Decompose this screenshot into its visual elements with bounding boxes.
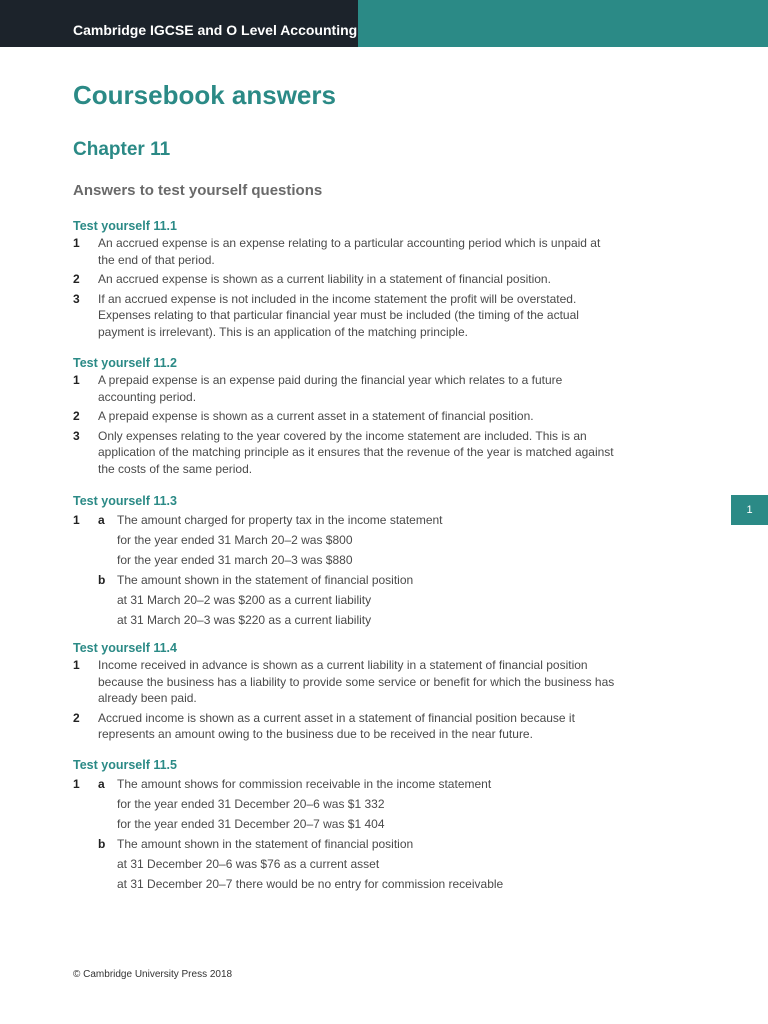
item-text: A prepaid expense is an expense paid during the financial year which relates to a future accounting period. — [98, 373, 563, 404]
sub-text: at 31 March 20–2 was $200 as a current liability — [117, 593, 372, 607]
sub-text: at 31 December 20–6 was $76 as a current asset — [117, 857, 380, 871]
test-yourself-11-4 — [73, 639, 618, 746]
item-number: 3 — [73, 291, 80, 306]
sub-answer-line — [73, 834, 618, 854]
item-number: 1 — [73, 236, 80, 250]
answer-item — [73, 271, 618, 288]
test-yourself-heading: Test yourself 11.3 — [73, 494, 177, 508]
sub-answer-line — [73, 570, 618, 590]
sub-answer-line — [73, 814, 618, 834]
sub-text: The amount charged for property tax in the income statement — [117, 513, 443, 527]
sub-text: for the year ended 31 December 20–6 was $1 332 — [117, 797, 385, 811]
sub-answer-line — [73, 794, 618, 814]
test-yourself-11-2 — [73, 354, 618, 480]
test-yourself-11-1 — [73, 217, 618, 343]
item-number: 2 — [73, 272, 80, 286]
item-number: 1 — [73, 373, 80, 387]
sub-text: for the year ended 31 March 20–2 was $800 — [117, 533, 353, 547]
item-number: 2 — [73, 710, 80, 725]
sub-answer-line — [73, 510, 618, 530]
answer-item — [73, 291, 618, 341]
sub-text: The amount shown in the statement of financial position — [117, 573, 414, 587]
sub-text: at 31 March 20–3 was $220 as a current liability — [117, 613, 372, 627]
section-title: Answers to test yourself questions — [73, 182, 323, 199]
item-text: Only expenses relating to the year covered by the income statement are included. This is an application of the matching principle as it ensures that the revenue of the year is matched against the costs of the same period. — [98, 428, 614, 476]
item-text: If an accrued expense is not included in the income statement the profit will be overstated. Expenses relating to that particular financial year must be included (the timing of the actual payment is irrelevant). This is an application of the matching principle. — [98, 291, 579, 339]
chapter-title: Chapter 11 — [73, 139, 171, 160]
sub-letter: a — [98, 513, 105, 527]
answer-item — [73, 710, 618, 743]
item-number: 1 — [73, 658, 80, 672]
sub-letter: b — [98, 837, 106, 851]
test-yourself-11-5 — [73, 756, 618, 894]
sub-text: The amount shown in the statement of financial position — [117, 837, 414, 851]
sub-text: The amount shows for commission receivable in the income statement — [117, 777, 492, 791]
sub-answer-line — [73, 550, 618, 570]
item-text: A prepaid expense is shown as a current asset in a statement of financial position. — [98, 409, 534, 423]
answer-item — [73, 657, 618, 707]
copyright-footer: © Cambridge University Press 2018 — [73, 969, 233, 980]
test-yourself-heading: Test yourself 11.4 — [73, 641, 177, 655]
sub-letter: b — [98, 573, 106, 587]
sub-text: for the year ended 31 march 20–3 was $880 — [117, 553, 353, 567]
item-number: 1 — [73, 777, 80, 791]
item-text: Accrued income is shown as a current asset in a statement of financial position because it represents an amount owing to the business due to be received in the near future. — [98, 710, 575, 741]
item-text: Income received in advance is shown as a current liability in a statement of financial position because the business has a liability to provide some service or benefit for which the business has already been paid. — [98, 658, 615, 705]
item-text: An accrued expense is an expense relating to a particular accounting period which is unpaid at the end of that period. — [98, 236, 601, 267]
answer-item — [73, 372, 618, 405]
test-yourself-11-3 — [73, 492, 618, 630]
page-number-tab: 1 — [731, 495, 768, 525]
header-bar-teal — [358, 0, 768, 47]
sub-answer-line — [73, 774, 618, 794]
sub-answer-line — [73, 874, 618, 894]
sub-letter: a — [98, 777, 105, 791]
sub-answer-line — [73, 854, 618, 874]
book-title: Cambridge IGCSE and O Level Accounting — [73, 22, 358, 38]
sub-answer-line — [73, 530, 618, 550]
answer-item — [73, 428, 618, 478]
item-text: An accrued expense is shown as a current liability in a statement of financial position. — [98, 272, 551, 286]
page-title: Coursebook answers — [73, 80, 336, 110]
test-yourself-heading: Test yourself 11.2 — [73, 356, 177, 370]
sub-answer-line — [73, 590, 618, 610]
item-number: 1 — [73, 513, 80, 527]
sub-text: for the year ended 31 December 20–7 was $1 404 — [117, 817, 385, 831]
answer-item — [73, 408, 618, 425]
item-number: 2 — [73, 409, 80, 423]
test-yourself-heading: Test yourself 11.5 — [73, 758, 177, 772]
sub-answer-line — [73, 610, 618, 630]
sub-text: at 31 December 20–7 there would be no entry for commission receivable — [117, 877, 504, 891]
item-number: 3 — [73, 428, 80, 443]
answer-item — [73, 235, 618, 268]
test-yourself-heading: Test yourself 11.1 — [73, 219, 177, 233]
